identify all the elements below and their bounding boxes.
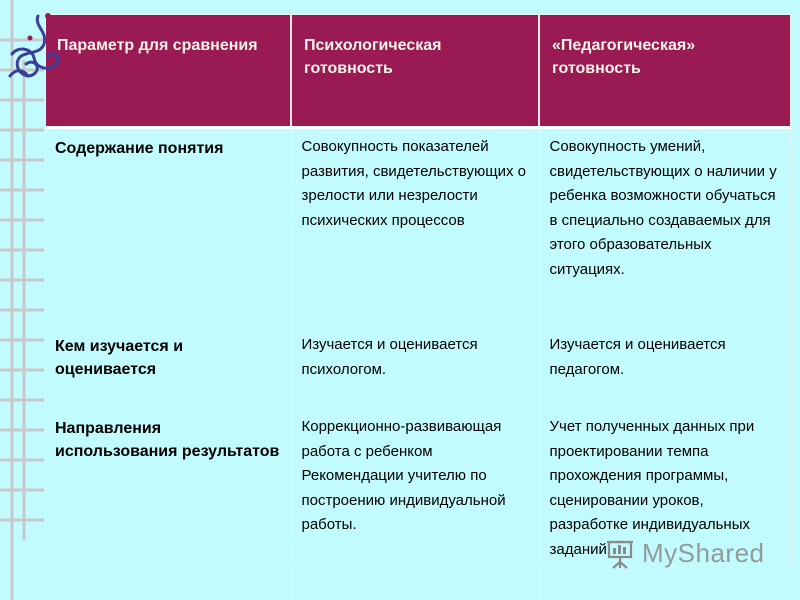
header-parameter: Параметр для сравнения [45,14,291,128]
row-pedagogical: Совокупность умений, свидетельствующих о наличии у ребенка возможности обучаться в специально создаваемых для этого образовательных ситуациях. [539,128,791,328]
header-psychological-readiness: Психологическая готовность [291,14,539,128]
row-parameter: Кем изучается и оценивается [45,327,291,409]
table-row [45,128,791,328]
watermark-text: MyShared [642,538,765,568]
table-row [45,327,791,409]
presentation-board-icon [604,536,638,570]
ornament-logo-icon [4,10,62,86]
row-psychological: Изучается и оценивается психологом. [291,327,539,409]
row-pedagogical: Учет полученных данных при проектировании темпа прохождения программы, сценировании уроков, разработке индивидуальных заданий. [549,418,755,558]
row-psychological: Совокупность показателей развития, свидетельствующих о зрелости или незрелости психических процессов [291,128,539,328]
row-pedagogical: Изучается и оценивается педагогом. [549,336,726,378]
table-header-row [45,14,791,128]
comparison-table [45,14,791,597]
row-parameter: Содержание понятия [45,128,291,328]
watermark [604,536,774,572]
row-parameter: Направления использования результатов [45,409,291,597]
row-psychological: Коррекционно-развивающая работа с ребенком Рекомендации учителю по построению индивидуальной работы. [291,409,539,597]
header-pedagogical-readiness: «Педагогическая» готовность [539,14,791,128]
